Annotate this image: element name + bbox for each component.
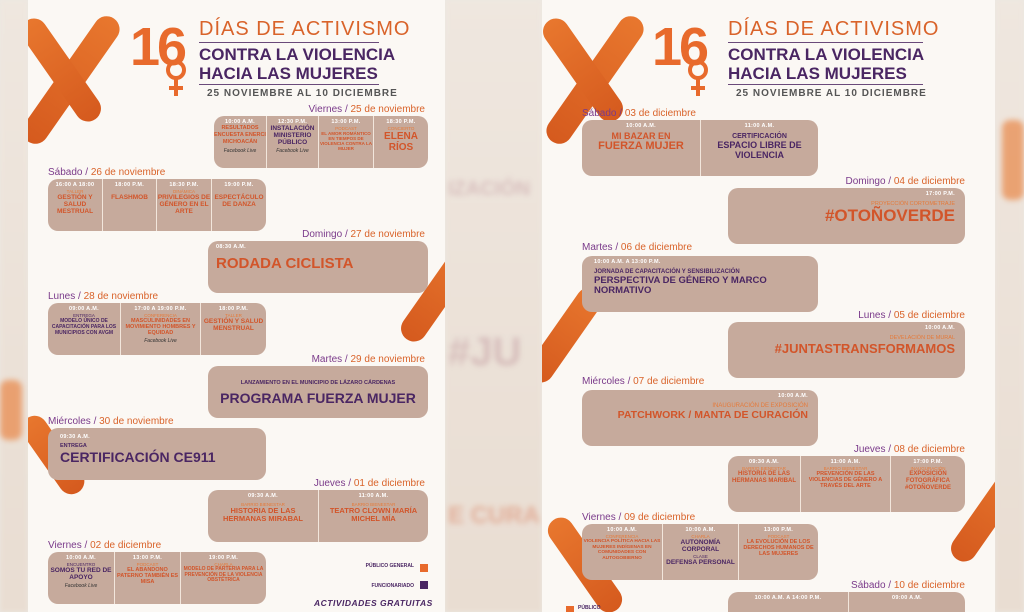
event: 09:00 A.M. ENTREGA MODELO ÚNICO DE CAPACITACIÓN PARA LOS MUNICIPIOS CON AVGM	[51, 306, 117, 336]
event-card	[728, 456, 965, 512]
event-card	[728, 592, 965, 612]
event-card	[728, 188, 965, 244]
event-card	[48, 179, 266, 231]
day-label: Sábado / 10 de diciembre	[851, 580, 965, 591]
day-label: Viernes / 09 de diciembre	[582, 512, 696, 523]
day-label: Sábado / 03 de diciembre	[582, 108, 696, 119]
event: 08:30 A.M. RODADA CICLISTA	[216, 244, 354, 272]
event: 09:30 A.M. BARRIO BIENESTAR HISTORIA DE LAS HERMANAS MARIBAL	[732, 459, 796, 484]
event-card	[582, 390, 818, 446]
background-left	[0, 0, 28, 612]
day-label: Miércoles / 30 de noviembre	[48, 416, 174, 427]
day-label: Martes / 06 de diciembre	[582, 242, 693, 253]
event: 13:00 P.M. PODCAST LA EVOLUCIÓN DE LOS DERECHOS HUMANOS DE LAS MUJERES	[738, 524, 818, 580]
event: 17:00 A 19:00 P.M. CONFERENCIA MASCULINIDADES EN MOVIMIENTO HOMBRES Y EQUIDAD Facebook Live	[120, 303, 200, 355]
event-card	[214, 116, 428, 168]
header-line2: CONTRA LA VIOLENCIA	[728, 45, 925, 64]
free-activities: ACTIVIDADES GRATUITAS	[314, 598, 433, 608]
day-label: Jueves / 01 de diciembre	[313, 478, 425, 489]
header-line1: DÍAS DE ACTIVISMO	[199, 18, 411, 40]
event-card	[48, 428, 266, 480]
header-divider	[199, 42, 379, 43]
number-16: 16	[652, 17, 707, 77]
event: 12:30 P.M. INSTALACIÓN MINISTERIO PÚBLICO Facebook Live	[266, 116, 318, 168]
day-label: Martes / 29 de noviembre	[311, 354, 425, 365]
poster-header	[542, 8, 995, 100]
event: 13:00 P.M. PODCAST EL AMOR ROMÁNTICO EN TIEMPOS DE VIOLENCIA CONTRA LA MUJER	[318, 116, 373, 168]
event-card	[728, 322, 965, 378]
event: 18:00 P.M. FLASHMOB	[102, 179, 156, 231]
event: 11:00 A.M. BARRIO BIENESTAR PREVENCIÓN DE LAS VIOLENCIAS DE GÉNERO A TRAVÉS DEL ARTE	[800, 456, 890, 512]
header-line3: HACIA LAS MUJERES	[199, 64, 378, 83]
event: 17:00 P.M. PROYECCIÓN CORTOMETRAJE #OTOÑOVERDE	[824, 191, 955, 225]
blurred-ribbon	[0, 380, 22, 440]
day-label: Domingo / 27 de noviembre	[302, 229, 425, 240]
event: 17:00 P.M. INAUGURACIÓN EXPOSICIÓN FOTOGRÁFICA #OTOÑOVERDE	[890, 456, 965, 512]
event: 11:00 A.M. BARRIO BIENESTAR TEATRO CLOWN MARÍA MICHEL MÍA	[318, 490, 428, 542]
event: 09:00 A.M.	[848, 592, 965, 612]
event: 11:00 A.M. CERTIFICACIÓN ESPACIO LIBRE DE VIOLENCIA	[700, 120, 818, 176]
header-line2: CONTRA LA VIOLENCIA	[199, 45, 396, 64]
event-card	[208, 490, 428, 542]
event: 10:00 A.M. MI BAZAR EN FUERZA MUJER	[598, 123, 684, 152]
event: 09:30 A.M. BARRIO BIENESTAR HISTORIA DE LAS HERMANAS MIRABAL	[223, 493, 303, 523]
event: 10:00 A.M. INAUGURACIÓN DE EXPOSICIÓN PATCHWORK / MANTA DE CURACIÓN	[617, 393, 808, 421]
event: 16:00 A 18:00 TALLER GESTIÓN Y SALUD MESTRUAL	[55, 182, 95, 215]
day-label: Lunes / 05 de diciembre	[858, 310, 965, 321]
event: 09:30 A.M. ENTREGA CERTIFICACIÓN CE911	[60, 434, 216, 465]
poster-header	[28, 8, 445, 100]
header-dates: 25 NOVIEMBRE AL 10 DICIEMBRE	[207, 88, 398, 99]
header-divider	[728, 42, 923, 43]
day-label: Miércoles / 07 de diciembre	[582, 376, 705, 387]
event: 10:00 A.M. CONFERENCIA VIOLENCIA POLÍTICA HACIA LAS MUJERES INDÍGENAS EN COMUNIDADES CON AUTOGOBIERNO	[583, 527, 661, 561]
event: 19:00 P.M. CHARLA MODELO DE PARTERIA PARA LA PREVENCIÓN DE LA VIOLENCIA OBSTÉTRICA	[180, 552, 266, 604]
header-dates: 25 NOVIEMBRE AL 10 DICIEMBRE	[736, 88, 927, 99]
poster-right	[542, 0, 995, 612]
event: 10:00 A.M. RESULTADOS ENCUESTA ENERCI MICHOACÁN Facebook Live	[214, 119, 266, 154]
event: 13:00 P.M. PODCAST EL ABANDONO PATERNO TAMBIÉN ES MISA	[114, 552, 180, 604]
background-text-bottom: E CURA	[448, 502, 541, 529]
day-label: Jueves / 08 de diciembre	[853, 444, 965, 455]
legend-public-partial: PÚBLICO	[578, 605, 601, 611]
event-card	[208, 241, 428, 293]
event-card	[208, 366, 428, 418]
header-divider	[199, 84, 379, 85]
legend-swatch-orange	[420, 564, 428, 572]
event-card	[582, 256, 818, 312]
legend-public: PÚBLICO GENERAL	[365, 563, 414, 569]
background-text-left: #JU	[448, 330, 522, 374]
event: 10:00 A.M. A 13:00 P.M. JORNADA DE CAPACITACIÓN Y SENSIBILIZACIÓN PERSPECTIVA DE GÉNERO Y MARCO NORMATIVO	[594, 259, 767, 296]
header-line3: HACIA LAS MUJERES	[728, 64, 907, 83]
event: 18:30 P.M. DINÁMICA PRIVILEGIOS DE GÉNERO EN EL ARTE	[156, 179, 211, 231]
day-label: Lunes / 28 de noviembre	[48, 291, 159, 302]
background-text-center: IZACIÓN	[448, 178, 531, 200]
header-line1: DÍAS DE ACTIVISMO	[728, 18, 940, 40]
blurred-ribbon	[1002, 120, 1024, 200]
event-card	[48, 552, 266, 604]
day-label: Domingo / 04 de diciembre	[845, 176, 965, 187]
poster-left	[28, 0, 445, 612]
event: 18:30 P.M. CONCIERTO ELENA RÍOS	[373, 116, 428, 168]
header-divider	[728, 84, 923, 85]
number-16: 16	[130, 17, 185, 77]
event-card	[582, 120, 818, 176]
event: 19:00 P.M. ESPECTÁCULO DE DANZA	[211, 179, 266, 231]
event: 10:00 A.M. A 14:00 P.M.	[754, 595, 822, 601]
day-label: Viernes / 02 de diciembre	[48, 540, 162, 551]
legend-staff: FUNCIONARIADO	[371, 583, 414, 589]
legend-swatch-orange	[566, 606, 574, 612]
event: 10:00 A.M. CHARLA AUTONOMÍA CORPORAL CLASE DEFENSA PERSONAL	[662, 524, 738, 580]
day-label: Viernes / 25 de noviembre	[308, 104, 425, 115]
event-card	[582, 524, 818, 580]
legend-swatch-purple	[420, 581, 428, 589]
event: 18:00 P.M. TALLER GESTIÓN Y SALUD MENSTRUAL	[200, 303, 266, 355]
event: 10:00 A.M. DEVELACIÓN DE MURAL #JUNTASTRANSFORMAMOS	[774, 325, 955, 356]
event-card	[48, 303, 266, 355]
day-label: Sábado / 26 de noviembre	[48, 167, 166, 178]
event: LANZAMIENTO EN EL MUNICIPIO DE LÁZARO CÁRDENAS PROGRAMA FUERZA MUJER	[220, 380, 416, 406]
background-right	[995, 0, 1024, 612]
event: 10:00 A.M. ENCUENTRO SOMOS TU RED DE APOYO Facebook Live	[50, 555, 112, 589]
